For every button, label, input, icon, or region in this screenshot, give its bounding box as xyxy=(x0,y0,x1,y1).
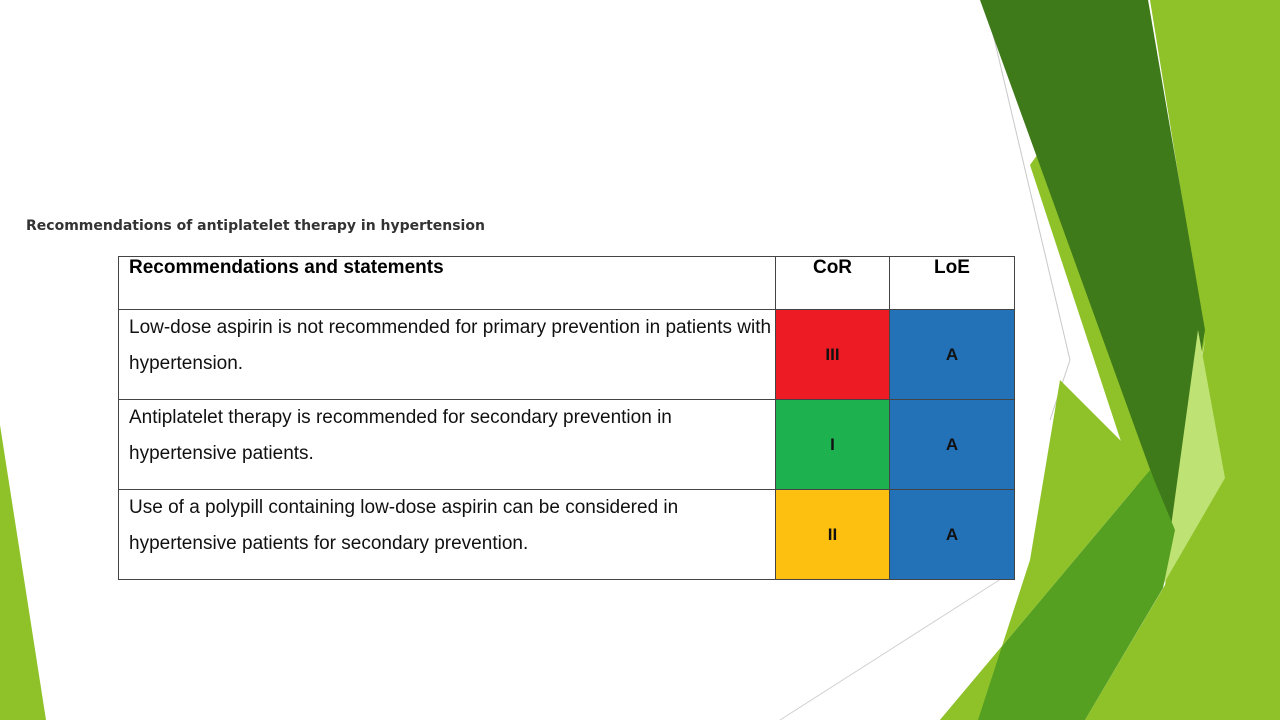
table-row xyxy=(119,310,1015,400)
header-statements: Recommendations and statements xyxy=(119,257,776,310)
statement-cell: Low-dose aspirin is not recommended for primary prevention in patients with hypertension. xyxy=(119,310,776,400)
cor-cell: III xyxy=(776,310,890,400)
table-row xyxy=(119,490,1015,580)
cor-cell: II xyxy=(776,490,890,580)
statement-cell: Antiplatelet therapy is recommended for secondary prevention in hypertensive patients. xyxy=(119,400,776,490)
loe-cell: A xyxy=(890,310,1015,400)
loe-cell: A xyxy=(890,490,1015,580)
recommendations-table xyxy=(118,256,1015,580)
header-loe: LoE xyxy=(890,257,1015,310)
table-caption: Recommendations of antiplatelet therapy in hypertension xyxy=(26,218,485,234)
table-header-row xyxy=(119,257,1015,310)
loe-cell: A xyxy=(890,400,1015,490)
cor-cell: I xyxy=(776,400,890,490)
left-green-sliver xyxy=(0,425,46,720)
table-row xyxy=(119,400,1015,490)
header-cor: CoR xyxy=(776,257,890,310)
statement-cell: Use of a polypill containing low-dose aspirin can be considered in hypertensive patients for secondary prevention. xyxy=(119,490,776,580)
